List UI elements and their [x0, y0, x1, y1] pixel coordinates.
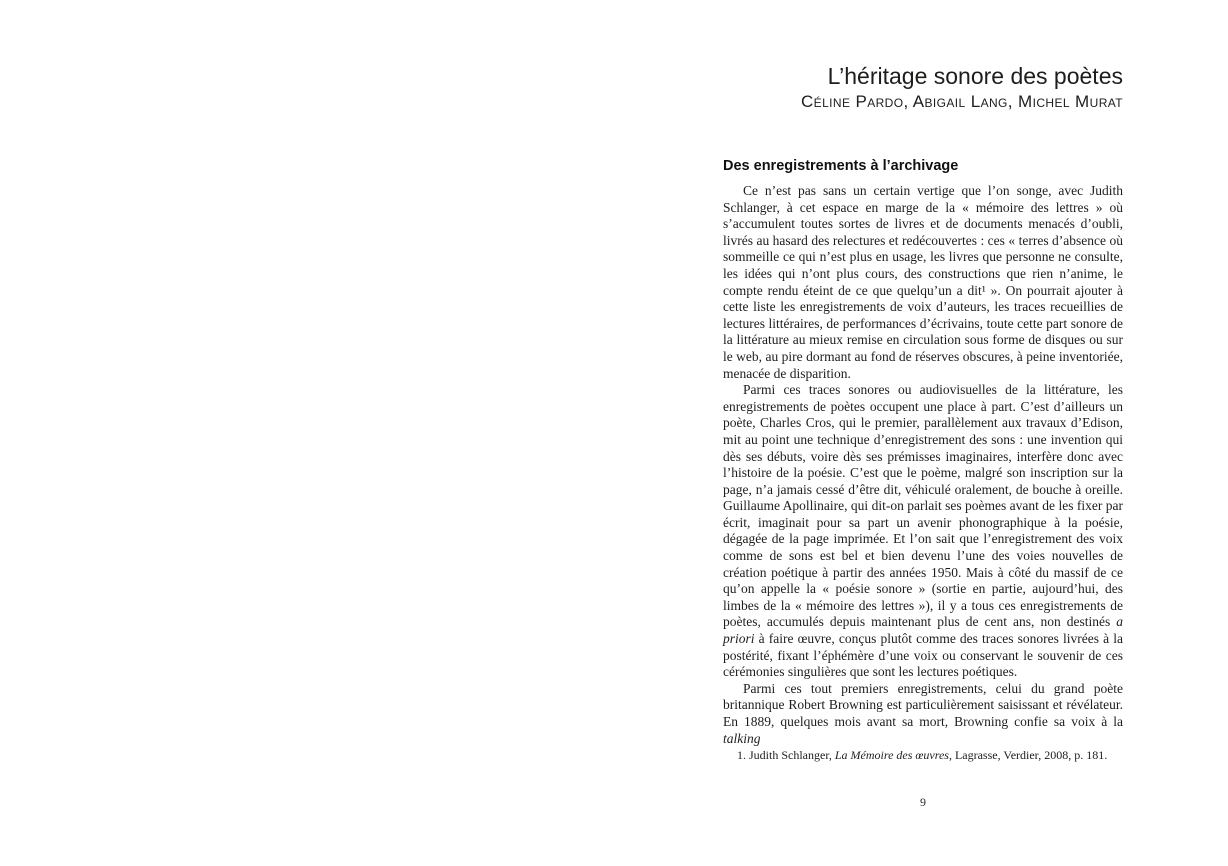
paragraph [723, 382, 1123, 681]
text-run-italic: a priori [723, 614, 1123, 647]
footnote [737, 748, 1125, 763]
authors-line: Céline Pardo, Abigail Lang, Michel Murat [800, 92, 1123, 111]
text-run: 1. Judith Schlanger, [737, 748, 835, 762]
text-run: Ce n’est pas sans un certain vertige que l’on songe, avec Judith Schlanger, à cet espace en marge de la « mémoire des lettres » où s’accumulent toutes sortes de livres et de documents menacés d’oubli, livrés au hasard des relectures et redécouvertes : ces « terres d’absence où sommeille ce qui n’est plus en usage, les livres que personne ne consulte, les idées qui n’ont plus cours, des constructions que rien n’anime, le compte rendu éteint de ce que quelqu’un a dit¹ ». On pourrait ajouter à cette liste les enregistrements de voix d’auteurs, les traces recueillies de lectures littéraires, de performances d’écrivains, toute cette part sonore de la littérature au mieux remise en circulation sous forme de disques ou sur le web, au pire dormant au fond de réserves obscures, à peine inventoriée, menacée de disparition. [723, 183, 1123, 381]
text-run: , Lagrasse, Verdier, 2008, p. 181. [948, 748, 1108, 762]
body-text [723, 183, 1123, 747]
paragraph [723, 183, 1123, 382]
text-run: à faire œuvre, conçus plutôt comme des traces sonores livrées à la postérité, fixant l’éphémère d’une voix ou conservant le souvenir de ces cérémonies singulières que sont les lectures poétiques. [723, 631, 1123, 680]
text-run: Parmi ces traces sonores ou audiovisuelles de la littérature, les enregistrements de poètes occupent une place à part. C’est d’ailleurs un poète, Charles Cros, qui le premier, parallèlement aux travaux d’Edison, mit au point une technique d’enregistrement des sons : une invention qui dès ses débuts, voire dès ses prémisses imaginaires, interfère donc avec l’histoire de la poésie. C’est que le poème, malgré son inscription sur la page, n’a jamais cessé d’être dit, véhiculé oralement, de bouche à oreille. Guillaume Apollinaire, qui dit-on parlait ses poèmes avant de les fixer par écrit, imaginait pour sa part un avenir phonographique à la poésie, dégagée de la page imprimée. Et l’on sait que l’enregistrement des voix comme de sons est bel et bien devenu l’une des voies nouvelles de création poétique à partir des années 1950. Mais à côté du massif de ce qu’on appelle la « poésie sonore » (sortie en partie, aujourd’hui, des limbes de la « mémoire des lettres »), il y a tous ces enregistrements de poètes, accumulés depuis maintenant plus de cent ans, non destinés [723, 382, 1123, 630]
text-run-italic: La Mémoire des œuvres [834, 748, 949, 762]
page-number: 9 [920, 795, 926, 809]
text-run-italic: talking [723, 730, 761, 746]
page-title: L’héritage sonore des poètes [827, 63, 1123, 89]
section-heading: Des enregistrements à l’archivage [723, 158, 959, 174]
text-column [723, 62, 1123, 747]
paragraph [723, 681, 1123, 747]
text-run: Parmi ces tout premiers enregistrements, celui du grand poète britannique Robert Browning est particulièrement saisissant et révélateur. En 1889, quelques mois avant sa mort, Browning confie sa voix à la [723, 680, 1123, 729]
